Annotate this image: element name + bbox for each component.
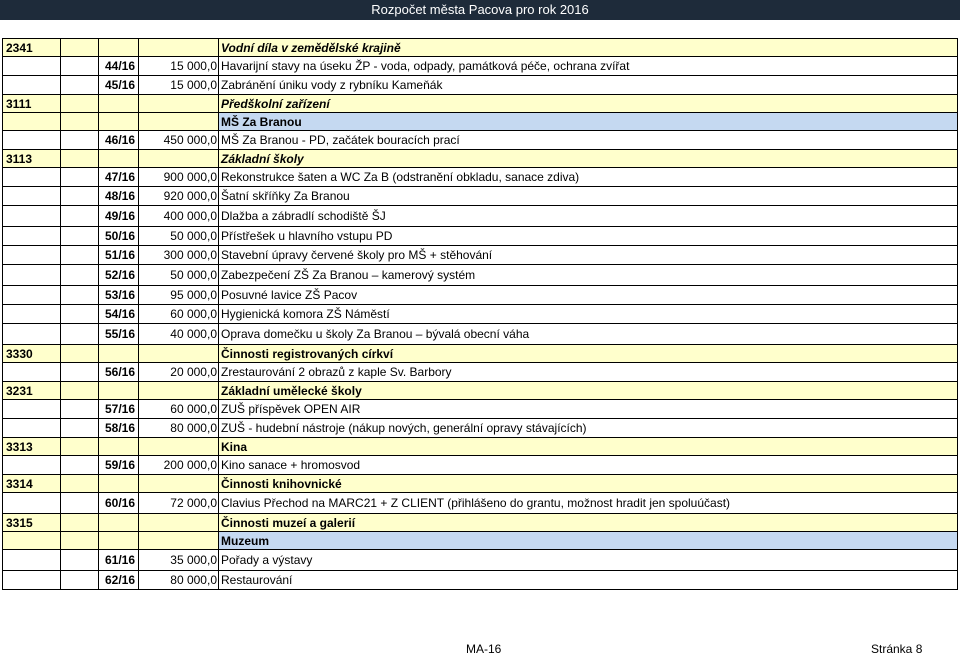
item-amount: 60 000,0 <box>139 400 219 419</box>
section-code: 3315 <box>3 514 61 532</box>
empty-cell <box>61 187 99 206</box>
empty-cell <box>61 95 99 113</box>
table-row <box>3 206 958 227</box>
item-number: 44/16 <box>99 57 139 76</box>
empty-cell <box>61 382 99 400</box>
item-amount: 35 000,0 <box>139 550 219 571</box>
subsection-title: MŠ Za Branou <box>219 113 958 131</box>
item-amount: 400 000,0 <box>139 206 219 227</box>
empty-cell <box>3 187 61 206</box>
item-number: 62/16 <box>99 571 139 590</box>
item-description: Havarijní stavy na úseku ŽP - voda, odpady, památková péče, ochrana zvířat <box>219 57 958 76</box>
item-amount: 300 000,0 <box>139 246 219 265</box>
section-code: 2341 <box>3 39 61 57</box>
empty-cell <box>61 305 99 324</box>
section-code: 3330 <box>3 345 61 363</box>
empty-cell <box>61 113 99 131</box>
page-title: Rozpočet města Pacova pro rok 2016 <box>371 2 589 17</box>
empty-cell <box>139 532 219 550</box>
budget-table-body <box>3 39 958 590</box>
item-amount: 450 000,0 <box>139 131 219 150</box>
empty-cell <box>99 95 139 113</box>
empty-cell <box>3 571 61 590</box>
empty-cell <box>61 532 99 550</box>
section-title: Předškolní zařízení <box>219 95 958 113</box>
empty-cell <box>99 382 139 400</box>
empty-cell <box>61 168 99 187</box>
empty-cell <box>3 363 61 382</box>
item-description: Dlažba a zábradlí schodiště ŠJ <box>219 206 958 227</box>
section-row <box>3 39 958 57</box>
empty-cell <box>99 39 139 57</box>
empty-cell <box>3 206 61 227</box>
empty-cell <box>3 400 61 419</box>
footer-code: MA-16 <box>466 642 502 656</box>
section-title: Kina <box>219 438 958 456</box>
item-description: Hygienická komora ZŠ Náměstí <box>219 305 958 324</box>
table-row <box>3 227 958 246</box>
section-code: 3314 <box>3 475 61 493</box>
item-number: 56/16 <box>99 363 139 382</box>
section-row <box>3 150 958 168</box>
item-description: Oprava domečku u školy Za Branou – bývalá obecní váha <box>219 324 958 345</box>
empty-cell <box>139 39 219 57</box>
empty-cell <box>3 419 61 438</box>
empty-cell <box>61 265 99 286</box>
item-description: Zabránění úniku vody z rybníku Kameňák <box>219 76 958 95</box>
section-row <box>3 514 958 532</box>
empty-cell <box>61 76 99 95</box>
empty-cell <box>3 532 61 550</box>
empty-cell <box>61 345 99 363</box>
empty-cell <box>139 514 219 532</box>
item-number: 48/16 <box>99 187 139 206</box>
item-description: ZUŠ příspěvek OPEN AIR <box>219 400 958 419</box>
item-description: Zrestaurování 2 obrazů z kaple Sv. Barbory <box>219 363 958 382</box>
item-number: 55/16 <box>99 324 139 345</box>
subsection-title: Muzeum <box>219 532 958 550</box>
item-number: 60/16 <box>99 493 139 514</box>
item-amount: 40 000,0 <box>139 324 219 345</box>
empty-cell <box>3 550 61 571</box>
item-amount: 95 000,0 <box>139 286 219 305</box>
table-row <box>3 324 958 345</box>
empty-cell <box>99 150 139 168</box>
item-number: 61/16 <box>99 550 139 571</box>
item-description: MŠ Za Branou - PD, začátek bouracích prací <box>219 131 958 150</box>
item-number: 57/16 <box>99 400 139 419</box>
table-row <box>3 550 958 571</box>
empty-cell <box>61 571 99 590</box>
empty-cell <box>139 438 219 456</box>
empty-cell <box>61 514 99 532</box>
table-row <box>3 305 958 324</box>
empty-cell <box>3 324 61 345</box>
item-description: Kino sanace + hromosvod <box>219 456 958 475</box>
item-amount: 200 000,0 <box>139 456 219 475</box>
empty-cell <box>61 150 99 168</box>
subsection-row <box>3 113 958 131</box>
empty-cell <box>3 131 61 150</box>
empty-cell <box>3 246 61 265</box>
item-amount: 50 000,0 <box>139 227 219 246</box>
item-amount: 80 000,0 <box>139 419 219 438</box>
item-amount: 20 000,0 <box>139 363 219 382</box>
empty-cell <box>61 131 99 150</box>
empty-cell <box>61 438 99 456</box>
item-number: 47/16 <box>99 168 139 187</box>
section-row <box>3 475 958 493</box>
item-number: 52/16 <box>99 265 139 286</box>
item-number: 45/16 <box>99 76 139 95</box>
section-row <box>3 382 958 400</box>
item-description: Přístřešek u hlavního vstupu PD <box>219 227 958 246</box>
table-row <box>3 246 958 265</box>
item-description: Stavební úpravy červené školy pro MŠ + stěhování <box>219 246 958 265</box>
empty-cell <box>3 76 61 95</box>
item-number: 51/16 <box>99 246 139 265</box>
item-description: Restaurování <box>219 571 958 590</box>
item-description: Šatní skříňky Za Branou <box>219 187 958 206</box>
section-title: Základní umělecké školy <box>219 382 958 400</box>
empty-cell <box>3 456 61 475</box>
section-title: Základní školy <box>219 150 958 168</box>
empty-cell <box>61 57 99 76</box>
item-number: 49/16 <box>99 206 139 227</box>
empty-cell <box>3 113 61 131</box>
empty-cell <box>99 345 139 363</box>
empty-cell <box>3 168 61 187</box>
item-amount: 50 000,0 <box>139 265 219 286</box>
item-amount: 15 000,0 <box>139 76 219 95</box>
table-row <box>3 493 958 514</box>
table-row <box>3 131 958 150</box>
table-row <box>3 265 958 286</box>
empty-cell <box>139 475 219 493</box>
empty-cell <box>61 456 99 475</box>
empty-cell <box>99 438 139 456</box>
item-description: Rekonstrukce šaten a WC Za B (odstranění obkladu, sanace zdiva) <box>219 168 958 187</box>
empty-cell <box>99 532 139 550</box>
empty-cell <box>139 150 219 168</box>
item-amount: 15 000,0 <box>139 57 219 76</box>
section-row <box>3 95 958 113</box>
item-amount: 80 000,0 <box>139 571 219 590</box>
section-title: Činnosti registrovaných církví <box>219 345 958 363</box>
empty-cell <box>3 286 61 305</box>
empty-cell <box>139 345 219 363</box>
item-description: Pořady a výstavy <box>219 550 958 571</box>
section-code: 3113 <box>3 150 61 168</box>
empty-cell <box>61 363 99 382</box>
item-number: 58/16 <box>99 419 139 438</box>
section-code: 3111 <box>3 95 61 113</box>
item-number: 54/16 <box>99 305 139 324</box>
empty-cell <box>61 206 99 227</box>
empty-cell <box>61 324 99 345</box>
empty-cell <box>3 265 61 286</box>
table-row <box>3 363 958 382</box>
empty-cell <box>61 475 99 493</box>
section-code: 3231 <box>3 382 61 400</box>
empty-cell <box>3 227 61 246</box>
table-row <box>3 57 958 76</box>
empty-cell <box>3 305 61 324</box>
table-row <box>3 571 958 590</box>
subsection-row <box>3 532 958 550</box>
section-code: 3313 <box>3 438 61 456</box>
item-number: 46/16 <box>99 131 139 150</box>
empty-cell <box>99 113 139 131</box>
item-description: Zabezpečení ZŠ Za Branou – kamerový systém <box>219 265 958 286</box>
footer-page-number: Stránka 8 <box>871 642 923 656</box>
item-description: Clavius Přechod na MARC21 + Z CLIENT (přihlášeno do grantu, možnost hradit jen spoluúčast) <box>219 493 958 514</box>
table-row <box>3 419 958 438</box>
table-row <box>3 76 958 95</box>
empty-cell <box>3 57 61 76</box>
item-number: 50/16 <box>99 227 139 246</box>
empty-cell <box>61 39 99 57</box>
empty-cell <box>61 400 99 419</box>
empty-cell <box>139 382 219 400</box>
section-row <box>3 345 958 363</box>
budget-table <box>2 38 958 590</box>
empty-cell <box>61 550 99 571</box>
item-description: Posuvné lavice ZŠ Pacov <box>219 286 958 305</box>
item-description: ZUŠ - hudební nástroje (nákup nových, generální opravy stávajících) <box>219 419 958 438</box>
item-amount: 72 000,0 <box>139 493 219 514</box>
section-title: Vodní díla v zemědělské krajině <box>219 39 958 57</box>
table-row <box>3 187 958 206</box>
table-row <box>3 456 958 475</box>
empty-cell <box>61 419 99 438</box>
item-amount: 60 000,0 <box>139 305 219 324</box>
empty-cell <box>61 286 99 305</box>
empty-cell <box>3 493 61 514</box>
item-number: 53/16 <box>99 286 139 305</box>
empty-cell <box>61 227 99 246</box>
table-row <box>3 286 958 305</box>
empty-cell <box>61 246 99 265</box>
section-row <box>3 438 958 456</box>
table-row <box>3 168 958 187</box>
empty-cell <box>139 113 219 131</box>
empty-cell <box>139 95 219 113</box>
page-header <box>0 0 960 20</box>
item-amount: 920 000,0 <box>139 187 219 206</box>
empty-cell <box>99 475 139 493</box>
section-title: Činnosti muzeí a galerií <box>219 514 958 532</box>
table-row <box>3 400 958 419</box>
section-title: Činnosti knihovnické <box>219 475 958 493</box>
item-amount: 900 000,0 <box>139 168 219 187</box>
empty-cell <box>99 514 139 532</box>
item-number: 59/16 <box>99 456 139 475</box>
empty-cell <box>61 493 99 514</box>
